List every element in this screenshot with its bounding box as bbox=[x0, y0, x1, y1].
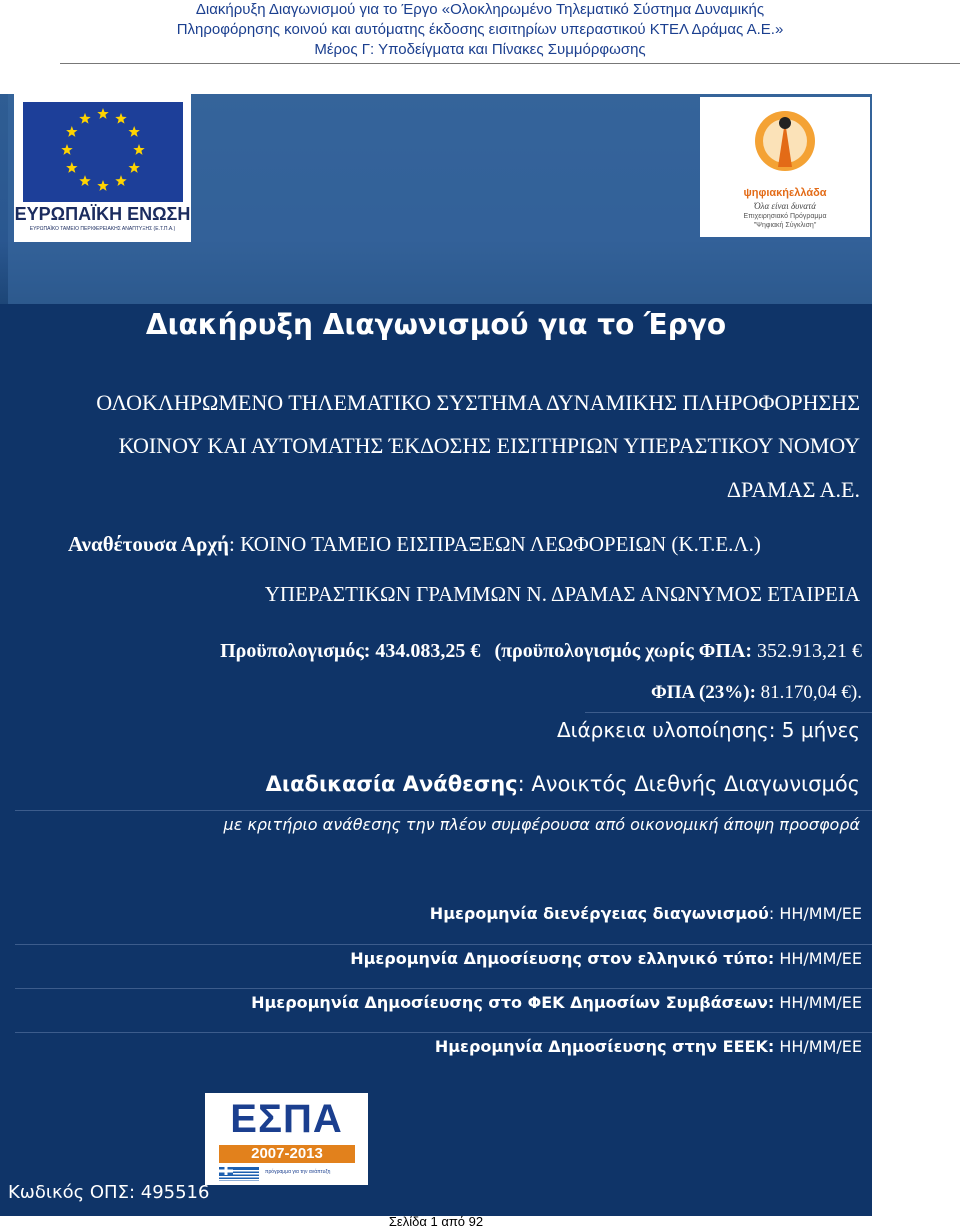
row-divider bbox=[15, 810, 872, 811]
authority-label: Αναθέτουσα Αρχή bbox=[68, 532, 229, 556]
budget-nofpa-value: 352.913,21 € bbox=[757, 640, 862, 662]
budget-value: : 434.083,25 € bbox=[363, 640, 481, 662]
page-number: Σελίδα 1 από 92 bbox=[388, 1214, 484, 1229]
eu-star bbox=[66, 162, 77, 173]
digital-greece-emblem-icon bbox=[700, 97, 870, 187]
duration-line: Διάρκεια υλοποίησης: 5 μήνες bbox=[557, 718, 860, 742]
procedure-label: Διαδικασία Ανάθεσης bbox=[265, 772, 518, 796]
date-conduct-value: : ΗΗ/ΜΜ/ΕΕ bbox=[768, 904, 862, 923]
eu-star bbox=[128, 126, 139, 137]
header-divider bbox=[60, 63, 960, 64]
budget-label: Προϋπολογισμός bbox=[220, 640, 364, 662]
date-press-value: ΗΗ/ΜΜ/ΕΕ bbox=[774, 949, 862, 968]
eu-star bbox=[97, 108, 108, 119]
eu-star bbox=[115, 175, 126, 186]
ops-code: Κωδικός ΟΠΣ: 495516 bbox=[8, 1182, 210, 1203]
row-divider bbox=[15, 944, 872, 945]
cover-title: Διακήρυξη Διαγωνισμού για το Έργο bbox=[145, 308, 727, 341]
authority-value: : ΚΟΙΝΟ ΤΑΜΕΙΟ ΕΙΣΠΡΑΞΕΩΝ ΛΕΩΦΟΡΕΙΩΝ (Κ.Τ.Ε.Λ.) bbox=[229, 532, 761, 556]
project-line-1: ΟΛΟΚΛΗΡΩΜΕΝΟ ΤΗΛΕΜΑΤΙΚΟ ΣΥΣΤΗΜΑ ΔΥΝΑΜΙΚΗΣ ΠΛΗΡΟΦΟΡΗΣΗΣ bbox=[96, 390, 860, 415]
eu-star bbox=[133, 144, 144, 155]
procedure-value: : Ανοικτός Διεθνής Διαγωνισμός bbox=[517, 772, 860, 796]
date-press-line bbox=[0, 949, 862, 968]
date-eeek-label: Ημερομηνία Δημοσίευσης στην ΕΕΕΚ: bbox=[434, 1037, 775, 1056]
eu-star bbox=[115, 113, 126, 124]
row-divider bbox=[15, 1032, 872, 1033]
procedure-line bbox=[0, 772, 860, 796]
date-press-label: Ημερομηνία Δημοσίευσης στον ελληνικό τύπο: bbox=[350, 949, 775, 968]
espa-logo-years: 2007-2013 bbox=[219, 1145, 355, 1163]
espa-logo-word: ΕΣΠΑ bbox=[230, 1097, 343, 1141]
date-eeek-line bbox=[0, 1037, 862, 1056]
row-divider bbox=[585, 712, 872, 713]
fpa-value: 81.170,04 €). bbox=[760, 682, 862, 703]
header-line-2: Πληροφόρησης κοινού και αυτόματης έκδοσης εισιτηρίων υπεραστικού ΚΤΕΛ Δράμας Α.Ε.» bbox=[176, 21, 784, 38]
greek-flag-icon bbox=[219, 1167, 259, 1181]
eu-logo-title: ΕΥΡΩΠΑΪΚΗ ΕΝΩΣΗ bbox=[14, 204, 191, 224]
budget-nofpa-label: (προϋπολογισμός χωρίς ΦΠΑ: bbox=[494, 640, 757, 662]
header-line-1: Διακήρυξη Διαγωνισμού για το Έργο «Ολοκληρωμένο Τηλεματικό Σύστημα Δυναμικής bbox=[195, 1, 765, 18]
digital-greece-program-1: Επιχειρησιακό Πρόγραμμα bbox=[743, 213, 827, 220]
digital-greece-slogan: Όλα είναι δυνατά bbox=[754, 201, 816, 211]
eu-star bbox=[128, 162, 139, 173]
eu-flag-icon bbox=[23, 102, 183, 202]
criterion-line: με κριτήριο ανάθεσης την πλέον συμφέρουσα από οικονομική άποψη προσφορά bbox=[223, 815, 860, 834]
authority-line-2: ΥΠΕΡΑΣΤΙΚΩΝ ΓΡΑΜΜΩΝ Ν. ΔΡΑΜΑΣ ΑΝΩΝΥΜΟΣ ΕΤΑΙΡΕΙΑ bbox=[264, 582, 860, 606]
date-fek-value: ΗΗ/ΜΜ/ΕΕ bbox=[774, 993, 862, 1012]
digital-greece-logo bbox=[700, 97, 870, 237]
date-fek-line bbox=[0, 993, 862, 1012]
eu-star bbox=[79, 175, 90, 186]
eu-star bbox=[66, 126, 77, 137]
digital-greece-title: ψηφιακήελλάδα bbox=[743, 187, 827, 199]
eu-star bbox=[97, 180, 108, 191]
date-conduct-label: Ημερομηνία διενέργειας διαγωνισμού bbox=[429, 904, 769, 923]
running-header bbox=[0, 0, 960, 64]
eu-star bbox=[61, 144, 72, 155]
eu-star bbox=[79, 113, 90, 124]
project-line-3: ΔΡΑΜΑΣ Α.Ε. bbox=[726, 477, 860, 502]
date-conduct-line bbox=[0, 904, 862, 923]
project-line-2: ΚΟΙΝΟΥ ΚΑΙ ΑΥΤΟΜΑΤΗΣ ΈΚΔΟΣΗΣ ΕΙΣΙΤΗΡΙΩΝ ΥΠΕΡΑΣΤΙΚΟΥ ΝΟΜΟΥ bbox=[118, 433, 860, 458]
date-eeek-value: ΗΗ/ΜΜ/ΕΕ bbox=[774, 1037, 862, 1056]
espa-logo bbox=[205, 1093, 368, 1185]
eu-logo bbox=[14, 94, 191, 242]
budget-line bbox=[0, 640, 862, 663]
espa-logo-foot: πρόγραμμα για την ανάπτυξη bbox=[265, 1169, 331, 1175]
header-line-3: Μέρος Γ: Υποδείγματα και Πίνακες Συμμόρφωσης bbox=[314, 41, 646, 58]
digital-greece-program-2: "Ψηφιακή Σύγκλιση" bbox=[753, 222, 817, 229]
row-divider bbox=[15, 988, 872, 989]
date-fek-label: Ημερομηνία Δημοσίευσης στο ΦΕΚ Δημοσίων Συμβάσεων: bbox=[251, 993, 775, 1012]
fpa-line bbox=[0, 682, 862, 704]
fpa-label: ΦΠΑ (23%): bbox=[650, 682, 761, 703]
authority-line bbox=[68, 532, 761, 557]
eu-logo-subtitle: ΕΥΡΩΠΑΪΚΟ ΤΑΜΕΙΟ ΠΕΡΙΦΕΡΕΙΑΚΗΣ ΑΝΑΠΤΥΞΗΣ (Ε.Τ.Π.Α.) bbox=[29, 226, 176, 232]
